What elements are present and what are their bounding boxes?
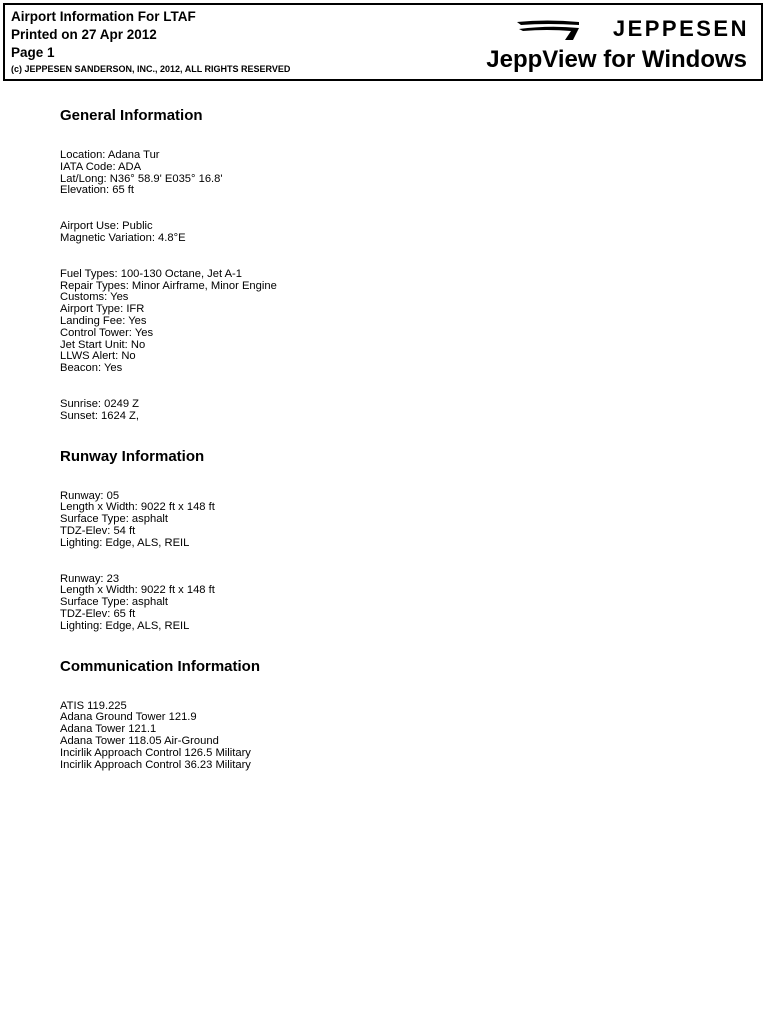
info-line: Length x Width: 9022 ft x 148 ft: [60, 501, 215, 514]
section-title-general: General Information: [60, 107, 203, 124]
info-line: Adana Tower 121.1: [60, 723, 157, 736]
info-line: Sunrise: 0249 Z: [60, 397, 139, 410]
info-line: Lighting: Edge, ALS, REIL: [60, 536, 190, 549]
general-information-section: [60, 106, 740, 423]
info-line: Adana Tower 118.05 Air-Ground: [60, 734, 219, 747]
info-line: Incirlik Approach Control 36.23 Military: [60, 758, 251, 771]
general-group-services: [60, 269, 740, 375]
general-group-location: [60, 150, 740, 197]
communication-group: [60, 701, 740, 772]
info-line: IATA Code: ADA: [60, 160, 142, 173]
info-line: LLWS Alert: No: [60, 350, 136, 363]
info-line: Airport Type: IFR: [60, 303, 145, 316]
info-line: Runway: 05: [60, 489, 120, 502]
communication-information-section: [60, 657, 740, 772]
info-line: Magnetic Variation: 4.8°E: [60, 231, 186, 244]
info-line: Beacon: Yes: [60, 362, 123, 375]
page-number: Page 1: [11, 45, 55, 60]
info-line: TDZ-Elev: 65 ft: [60, 607, 136, 620]
info-line: Elevation: 65 ft: [60, 184, 135, 197]
info-line: Airport Use: Public: [60, 220, 153, 233]
swoosh-icon: [517, 19, 581, 41]
info-line: Repair Types: Minor Airframe, Minor Engine: [60, 279, 277, 292]
info-line: Sunset: 1624 Z,: [60, 409, 139, 422]
info-line: Length x Width: 9022 ft x 148 ft: [60, 584, 215, 597]
section-title-communication: Communication Information: [60, 657, 260, 675]
report-body: [60, 106, 740, 771]
info-line: TDZ-Elev: 54 ft: [60, 524, 136, 537]
jeppesen-logo: [517, 16, 749, 41]
general-group-sun: [60, 399, 740, 423]
app-title: JeppView for Windows: [486, 46, 747, 73]
page-header: [3, 3, 763, 81]
report-title: Airport Information For LTAF: [11, 9, 196, 24]
info-line: Location: Adana Tur: [60, 149, 160, 161]
runway-23-group: [60, 574, 740, 633]
info-line: Landing Fee: Yes: [60, 314, 147, 327]
logo-text: JEPPESEN: [612, 16, 749, 41]
info-line: Runway: 23: [60, 572, 120, 585]
info-line: Customs: Yes: [60, 291, 129, 304]
copyright-notice: (c) JEPPESEN SANDERSON, INC., 2012, ALL RIGHTS RESERVED: [11, 64, 291, 74]
runway-information-section: [60, 447, 740, 633]
info-line: Jet Start Unit: No: [60, 338, 146, 351]
general-group-use: [60, 221, 740, 245]
info-line: Incirlik Approach Control 126.5 Military: [60, 746, 251, 759]
section-title-runway: Runway Information: [60, 447, 205, 465]
runway-05-group: [60, 491, 740, 550]
info-line: Lighting: Edge, ALS, REIL: [60, 619, 190, 632]
info-line: Lat/Long: N36° 58.9' E035° 16.8': [60, 172, 223, 185]
header-info: [11, 8, 290, 76]
info-line: Fuel Types: 100-130 Octane, Jet A-1: [60, 267, 243, 280]
info-line: Control Tower: Yes: [60, 326, 154, 339]
info-line: Surface Type: asphalt: [60, 596, 169, 609]
info-line: Adana Ground Tower 121.9: [60, 711, 197, 724]
info-line: Surface Type: asphalt: [60, 513, 169, 526]
printed-date: Printed on 27 Apr 2012: [11, 27, 157, 42]
info-line: ATIS 119.225: [60, 699, 127, 712]
